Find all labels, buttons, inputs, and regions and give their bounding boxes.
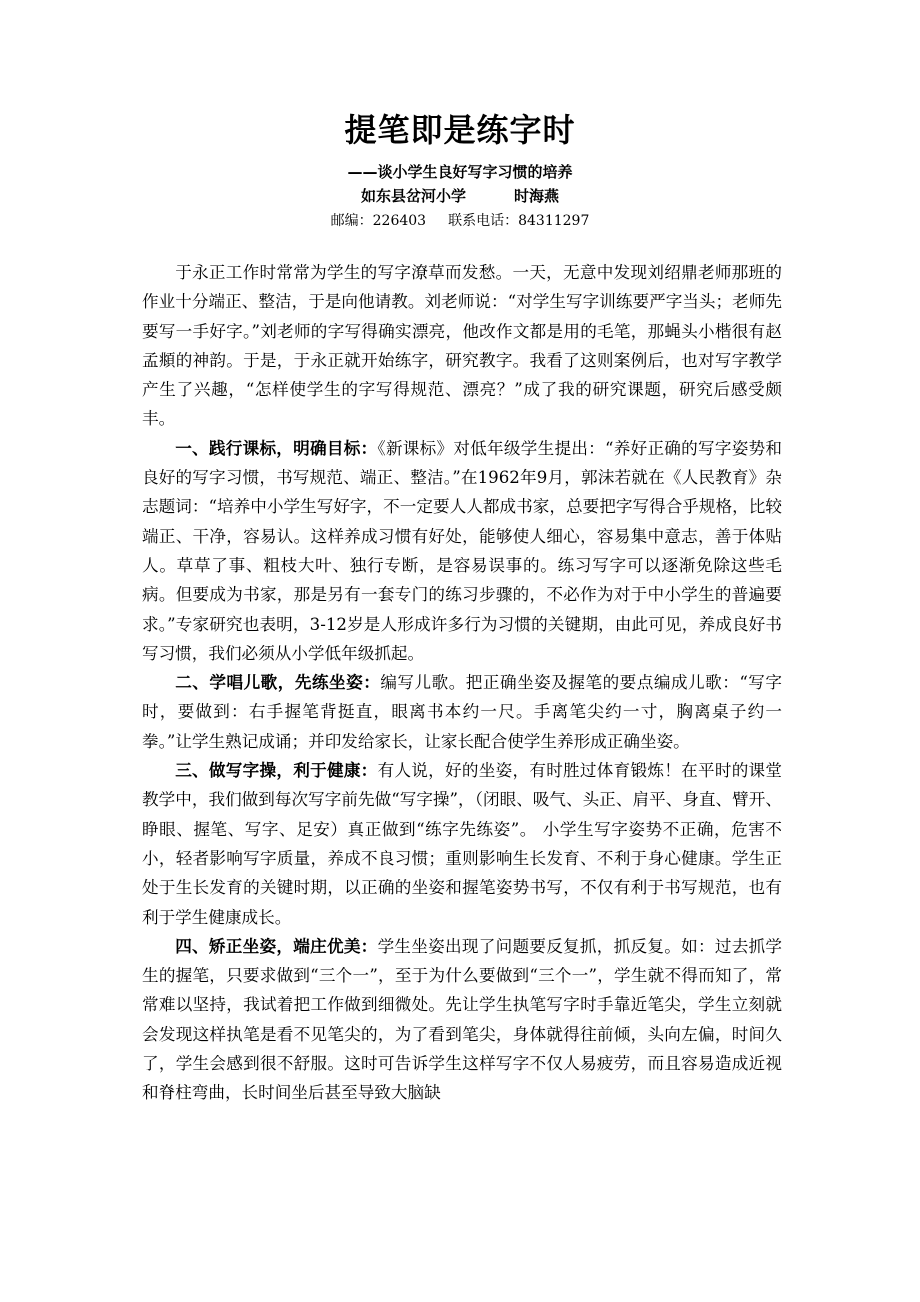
document-title: 提笔即是练字时 (344, 111, 576, 149)
author-line (0, 184, 920, 208)
section-paragraph-1 (142, 434, 782, 668)
article-body (142, 258, 782, 1108)
section-heading-2: 二、学唱儿歌，先练坐姿： (175, 673, 381, 693)
author-name: 时海燕 (514, 187, 560, 205)
contact-line (0, 209, 920, 233)
school-name: 如东县岔河小学 (360, 187, 466, 205)
phone: 联系电话：84311297 (448, 213, 590, 229)
section-text-2: 编写儿歌。把正确坐姿及握笔的要点编成儿歌：“写字时，要做到：右手握笔背挺直，眼离书本约一尺。手离笔尖约一寸，胸离桌子约一拳。”让学生熟记成诵；并印发给家长，让家长配合使学生养形成正确坐姿。 (142, 673, 782, 751)
section-text-1: 《新课标》对低年级学生提出：“养好正确的写字姿势和良好的写字习惯，书写规范、端正、整洁。”在1962年9月，郭沫若就在《人民教育》杂志题词：“培养中小学生写好字，不一定要人人都成书家，总要把字写得合乎规格，比较端正、干净，容易认。这样养成习惯有好处，能够使人细心，容易集中意志，善于体贴人。草草了事、粗枝大叶、独行专断，是容易误事的。练习写字可以逐渐免除这些毛病。但要成为书家，那是另有一套专门的练习步骤的，不必作为对于中小学生的普遍要求。”专家研究也表明，3-12岁是人形成许多行为习惯的关键期，由此可见，养成良好书写习惯，我们必须从小学低年级抓起。 (142, 438, 783, 663)
intro-paragraph: 于永正工作时常常为学生的写字潦草而发愁。一天，无意中发现刘绍鼎老师那班的作业十分端正、整洁，于是向他请教。刘老师说：“对学生写字训练要严字当头；老师先要写一手好字。”刘老师的字写得确实漂亮，他改作文都是用的毛笔，那蝇头小楷很有赵孟頫的神韵。于是，于永正就开始练字，研究教字。我看了这则案例后，也对写字教学产生了兴趣，“怎样使学生的字写得规范、漂亮？”成了我的研究课题，研究后感受颇丰。 (142, 263, 782, 429)
section-paragraph-2 (142, 668, 782, 756)
document-subtitle: ——谈小学生良好写字习惯的培养 (347, 163, 573, 181)
section-paragraph-4 (142, 932, 782, 1108)
section-heading-4: 四、矫正坐姿，端庄优美： (175, 936, 378, 956)
section-heading-3: 三、做写字操，利于健康： (175, 761, 378, 781)
postcode: 邮编：226403 (330, 213, 427, 229)
section-text-3: 有人说，好的坐姿，有时胜过体育锻炼！在平时的课堂教学中，我们做到每次写字前先做“写字操”，（闭眼、吸气、头正、肩平、身直、臂开、睁眼、握笔、写字、足安）真正做到“练字先练姿”。 小学生写字姿势不正确，危害不小，轻者影响写字质量，养成不良习惯；重则影响生长发育、不利于身心健康。学生正处于生长发育的关键时期，以正确的坐姿和握笔姿势书写，不仅有利于书写规范，也有利于学生健康成长。 (142, 761, 783, 927)
section-text-4: 学生坐姿出现了问题要反复抓，抓反复。如：过去抓学生的握笔，只要求做到“三个一”，至于为什么要做到“三个一”，学生就不得而知了，常常难以坚持，我试着把工作做到细微处。先让学生执笔写字时手靠近笔尖，学生立刻就会发现这样执笔是看不见笔尖的，为了看到笔尖，身体就得往前倾，头向左偏，时间久了，学生会感到很不舒服。这时可告诉学生这样写字不仅人易疲劳，而且容易造成近视和脊柱弯曲，长时间坐后甚至导致大脑缺 (142, 936, 783, 1103)
section-heading-1: 一、践行课标，明确目标： (175, 438, 378, 458)
section-paragraph-3 (142, 756, 782, 932)
